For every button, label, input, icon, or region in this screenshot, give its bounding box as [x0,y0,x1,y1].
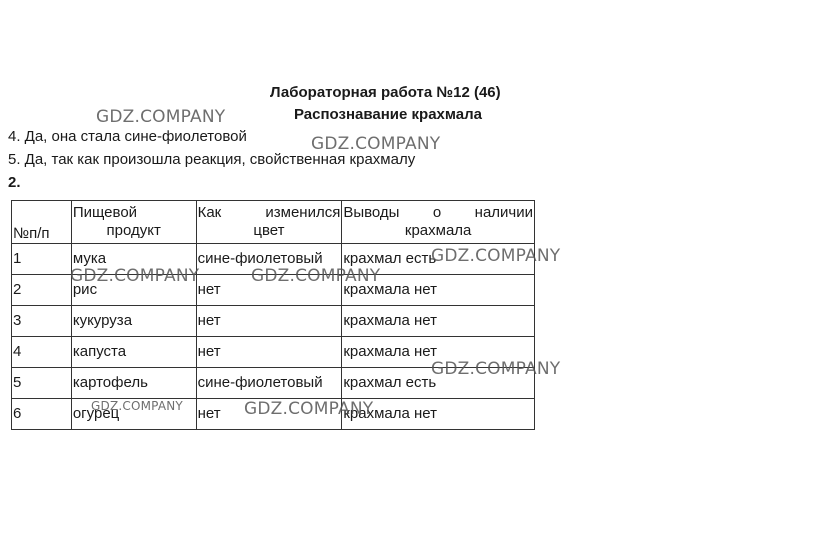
answer-line-4: 4. Да, она стала сине-фиолетовой [8,128,247,145]
cell-num: 1 [12,244,72,275]
header-change-word-1: Как [197,204,222,221]
cell-product: кукуруза [71,306,196,337]
watermark: GDZ.COMPANY [431,246,561,266]
watermark: GDZ.COMPANY [431,359,561,379]
watermark: GDZ.COMPANY [70,266,200,286]
watermark: GDZ.COMPANY [91,399,183,413]
cell-product: капуста [71,337,196,368]
cell-result: крахмал есть [342,368,535,399]
cell-product: картофель [71,368,196,399]
header-result-word-1: Выводы [343,204,400,221]
cell-product: огурец [71,399,196,430]
cell-change: нет [196,306,342,337]
header-change [196,201,342,244]
watermark: GDZ.COMPANY [251,266,381,286]
cell-result: крахмала нет [342,337,535,368]
table-row [12,306,535,337]
cell-num: 5 [12,368,72,399]
header-product-line2: продукт [106,222,161,239]
header-product-line1: Пищевой [72,204,138,221]
cell-product: мука [71,244,196,275]
page-subtitle: Распознавание крахмала [294,106,482,123]
answer-line-5: 5. Да, так как произошла реакция, свойственная крахмалу [8,151,416,168]
cell-result: крахмала нет [342,275,535,306]
page-title: Лабораторная работа №12 (46) [270,84,501,101]
header-change-line2: цвет [253,222,285,239]
cell-num: 3 [12,306,72,337]
header-result-line1 [343,204,533,222]
header-result-word-2: о [432,204,442,221]
header-result [342,201,535,244]
header-change-line1 [198,204,341,222]
cell-result: крахмала нет [342,399,535,430]
cell-result: крахмал есть [342,244,535,275]
watermark: GDZ.COMPANY [311,134,441,154]
cell-product: рис [71,275,196,306]
cell-change: нет [196,275,342,306]
header-change-word-2: изменился [265,204,341,221]
section-heading-2: 2. [8,174,21,191]
watermark: GDZ.COMPANY [244,399,374,419]
results-table [11,200,535,430]
cell-result: крахмала нет [342,306,535,337]
header-num: №п/п [12,201,72,244]
header-result-line2: крахмала [404,222,472,239]
watermark: GDZ.COMPANY [96,107,226,127]
cell-change: сине-фиолетовый [196,368,342,399]
cell-change: нет [196,399,342,430]
cell-change: сине-фиолетовый [196,244,342,275]
header-result-word-3: наличии [474,204,533,221]
cell-num: 6 [12,399,72,430]
table-header-row [12,201,535,244]
cell-num: 2 [12,275,72,306]
header-product [71,201,196,244]
cell-change: нет [196,337,342,368]
cell-num: 4 [12,337,72,368]
